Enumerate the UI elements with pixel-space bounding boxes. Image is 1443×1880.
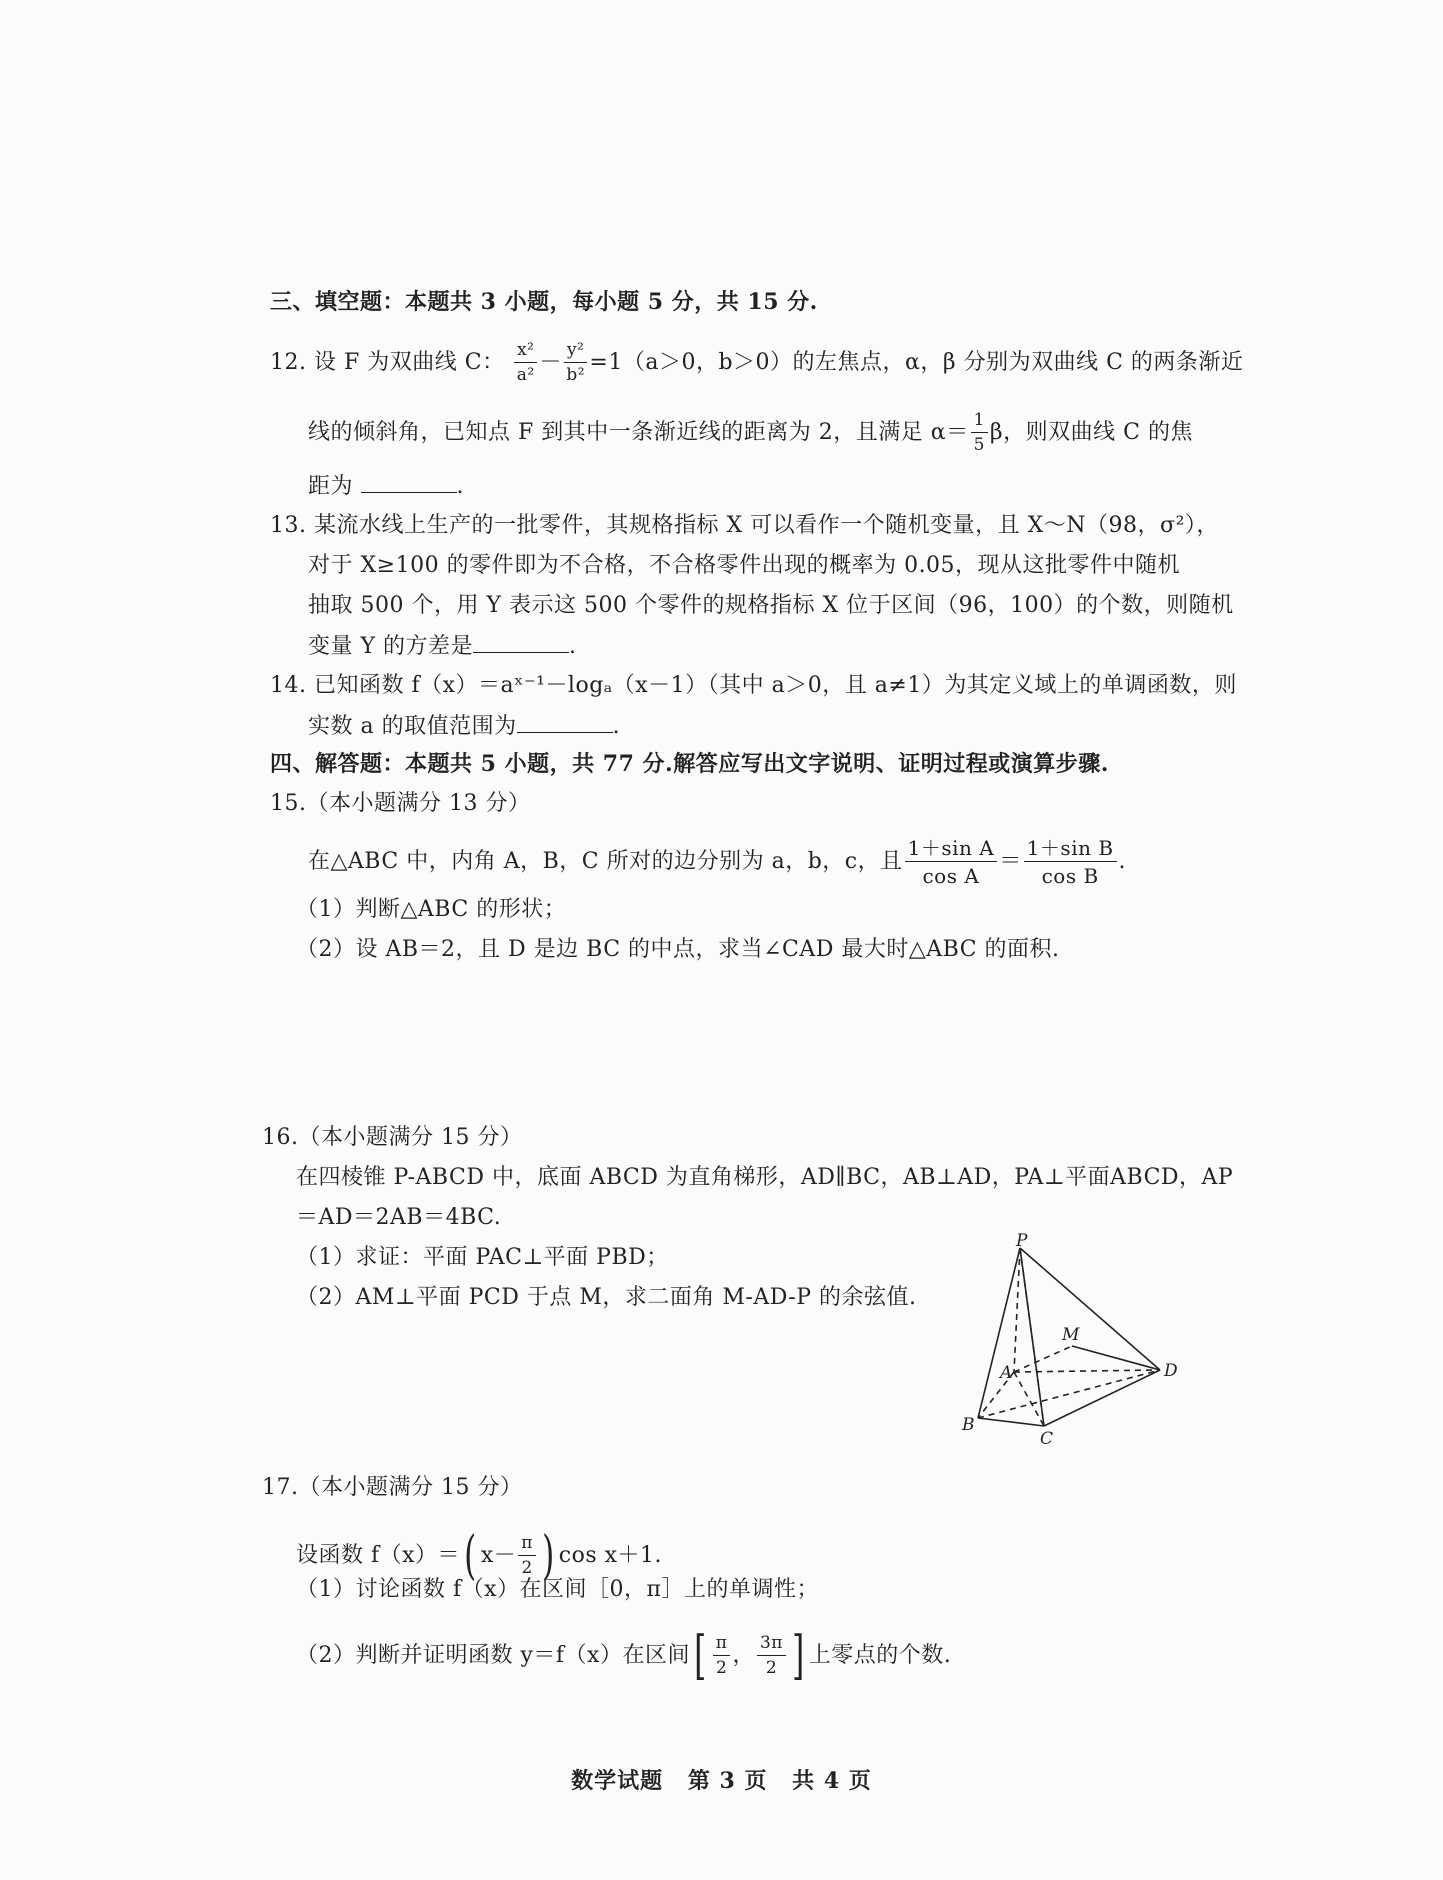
question-17-part-2: （2）判断并证明函数 y＝f（x）在区间[ $\frac{\pi}{2}$ ， $\frac{3\pi}{2}$ ] 上零点的个数. (296, 1626, 952, 1686)
label-M: M (1062, 1325, 1080, 1345)
q13-text-4: 变量 Y 的方差是 (308, 634, 474, 659)
footer-page-number: 第 3 页 (687, 1768, 768, 1794)
answer-blank (473, 632, 569, 653)
question-number: 14. (270, 673, 307, 698)
question-16-title (262, 1124, 522, 1152)
q17-def-b: cos x＋1. (558, 1543, 662, 1568)
label-A: A (1000, 1363, 1013, 1383)
score-note: （本小题满分 13 分） (306, 791, 531, 816)
q15-intro: 在△ABC 中，内角 A，B，C 所对的边分别为 a，b，c，且 (308, 849, 903, 874)
q17-def-a: 设函数 f（x）＝ (296, 1543, 461, 1568)
question-13-line-4: 变量 Y 的方差是 . (308, 634, 577, 659)
q15-part-1: （1）判断△ABC 的形状； (296, 897, 567, 922)
fraction-3pi-over-2: $\frac{3\pi}{2}$ (757, 1635, 786, 1677)
question-17-title (262, 1474, 522, 1502)
fraction-pi-over-2: $\frac{\pi}{2}$ (518, 1535, 536, 1577)
fraction-y2-b2: $\frac{\text{y²}}{\text{b²}}$ (564, 342, 587, 384)
q16-line-2: ＝AD＝2AB＝4BC. (296, 1205, 502, 1230)
q17-part-2-b: 上零点的个数. (808, 1643, 952, 1668)
q16-part-1: （1）求证：平面 PAC⊥平面 PBD； (296, 1245, 669, 1270)
q13-text-2: 对于 X≥100 的零件即为不合格，不合格零件出现的概率为 0.05，现从这批零件中随机 (308, 553, 1181, 578)
question-12-line-3: 距为 . (308, 474, 465, 499)
question-13-line-1 (270, 512, 1219, 540)
q12-text-a: 设 F 为双曲线 C： (314, 350, 505, 375)
section-heading-solutions: 四、解答题：本题共 5 小题，共 77 分.解答应写出文字说明、证明过程或演算步骤. (270, 751, 1109, 777)
label-C: C (1040, 1429, 1054, 1449)
question-12-line-1: 12. 设 F 为双曲线 C： $\frac{\text{x²}}{\text{a²}}$ － $\frac{\text{y²}}{\text{b²}}$ =1（a＞0，b＞0）的左焦点，α，β 分别为双曲线 C 的两条渐近 (270, 340, 1244, 385)
q13-text-1: 某流水线上生产的一批零件，其规格指标 X 可以看作一个随机变量，且 X～N（98，σ²）， (314, 513, 1219, 538)
q14-text-2: 实数 a 的取值范围为 (308, 714, 517, 739)
question-number: 13. (270, 513, 307, 538)
q17-part-1: （1）讨论函数 f（x）在区间［0，π］上的单调性； (296, 1577, 819, 1602)
page-footer (0, 1764, 1443, 1795)
footer-subject: 数学试题 (571, 1768, 664, 1794)
question-15-title (270, 790, 530, 818)
q13-text-3: 抽取 500 个，用 Y 表示这 500 个零件的规格指标 X 位于区间（96，100）的个数，则随机 (308, 593, 1234, 618)
q12-text-c: 线的倾斜角，已知点 F 到其中一条渐近线的距离为 2，且满足 α＝ (308, 420, 969, 445)
fraction-one-fifth: $\frac{1}{5}$ (971, 412, 988, 454)
section-heading-fill-in: 三、填空题：本题共 3 小题，每小题 5 分，共 15 分. (270, 289, 818, 315)
question-14-line-2: 实数 a 的取值范围为 . (308, 714, 621, 739)
q12-text-d: β，则双曲线 C 的焦 (989, 420, 1193, 445)
score-note: （本小题满分 15 分） (298, 1125, 523, 1150)
fraction-sinB-cosB: $\frac{\text{1＋sin B}}{\text{cos B}}$ (1024, 838, 1117, 886)
question-15-statement: 在△ABC 中，内角 A，B，C 所对的边分别为 a，b，c，且 $\frac{\text{1＋sin A}}{\text{cos A}}$ ＝ $\frac{\text{1＋sin B}}{\text{cos B}}$ . (308, 836, 1127, 888)
q16-part-2: （2）AM⊥平面 PCD 于点 M，求二面角 M-AD-P 的余弦值. (296, 1285, 917, 1310)
fraction-pi-over-2: $\frac{\pi}{2}$ (713, 1635, 731, 1677)
q14-text-1: 已知函数 f（x）＝aˣ⁻¹－logₐ（x－1）（其中 a＞0，且 a≠1）为其定义域上的单调函数，则 (314, 673, 1237, 698)
question-number: 15. (270, 791, 307, 816)
question-number: 17. (262, 1475, 299, 1500)
pyramid-figure (950, 1230, 1190, 1450)
label-B: B (962, 1415, 975, 1435)
q12-text-e: 距为 (308, 474, 354, 499)
question-12-line-2 (308, 412, 1193, 454)
footer-total-pages: 共 4 页 (792, 1768, 872, 1794)
fraction-sinA-cosA: $\frac{\text{1＋sin A}}{\text{cos A}}$ (905, 838, 998, 886)
answer-blank (517, 712, 613, 733)
question-14-line-1 (270, 672, 1237, 700)
label-P: P (1016, 1231, 1028, 1251)
q17-part-2-a: （2）判断并证明函数 y＝f（x）在区间 (296, 1643, 690, 1668)
score-note: （本小题满分 15 分） (298, 1475, 523, 1500)
question-17-definition: 设函数 f（x）＝( x－ $\frac{\pi}{2}$ ) cos x＋1. (296, 1526, 662, 1586)
question-number: 12. (270, 350, 307, 375)
fraction-x2-a2: $\frac{\text{x²}}{\text{a²}}$ (514, 342, 537, 384)
label-D: D (1164, 1361, 1178, 1381)
question-number: 16. (262, 1125, 299, 1150)
q12-text-b: =1（a＞0，b＞0）的左焦点，α，β 分别为双曲线 C 的两条渐近 (589, 350, 1244, 375)
answer-blank (361, 472, 457, 493)
q16-line-1: 在四棱锥 P-ABCD 中，底面 ABCD 为直角梯形，AD∥BC，AB⊥AD，PA⊥平面ABCD，AP (296, 1165, 1234, 1190)
q15-part-2: （2）设 AB＝2，且 D 是边 BC 的中点，求当∠CAD 最大时△ABC 的面积. (296, 937, 1060, 962)
